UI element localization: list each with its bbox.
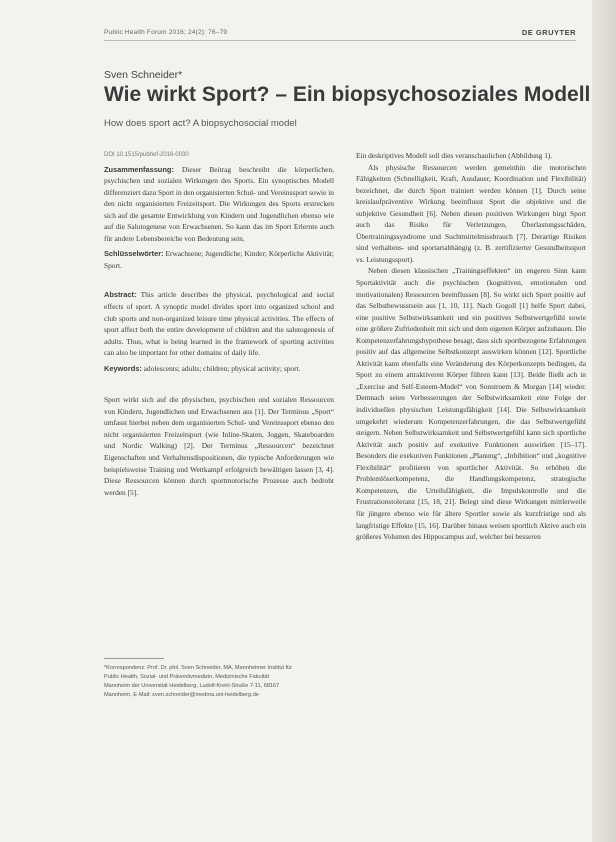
left-column <box>104 150 334 498</box>
keywords-text: adolescents; adults; children; physical activity; sport. <box>143 363 301 373</box>
footnote-rule <box>104 658 164 659</box>
body-paragraph-3: Neben diesen klassischen „Trainingseffekten“ im engeren Sinn kann Sportaktivität auch die psychischen (kognitiven, emotionalen und motivationalen) Ressourcen beeinflussen [8]. So wirkt sich Sport positiv auf das Selbstbewusstsein aus [1, 10, 11]. Nach Gogoll [1] helfe Sport dabei, eine positive Selbstwirksamkeit und ein positives Selbstwertgefühl sowie eine größere Zufriedenheit mit sich und dem eigenen Körper aufzubauen. Die Kompetenzerfahrungshypothese besagt, dass sich sportbezogene Erfahrungen positiv auf das allgemeine Selbstkonzept auswirken können [12]. Sportliche Aktivität kann ebenfalls eine Veränderung des Körperkonzepts bedingen, da Sport zu einem attraktiveren Körper führen kann [13]. Beide fließt ach in „Exercise and Self-Esteem-Model“ von Sonstroem & Morgan [14] wieder. Demnach seien Verbesserungen der Selbstwirksamkeit eine Folge der individuellen physischen Leistungsfähigkeit [14]. Die Selbstwirksamkeit umgekehrt wiederum Kompetenzerfahrungen, die das Selbstwertgefühl steigern. Neben Selbstwirksamkeit und Selbstwertgefühl kann sich sportliche Aktivität auch positiv auf exekutive Funktionen auswirken [15–17]. Besonders die exekutiven Funktionen „Planung“, „Inhibition“ und „kognitive Flexibilität“ profitieren von sportlicher Aktivität. So erhöhen die Problemlöserkompetenz, die Handlungskompetenz, strategische Kompetenzen, die Urteilsfähigkeit, die Impulskontrolle und die Frustrationstoleranz [15, 18, 21]. Belegt sind diese Wirkungen mittlerweile für jüngere ebenso wie für ältere Sportler sowie als kurzfristige und als langfristige Effekte [15, 16]. Darüber hinaus weisen sportlich Aktive auch ein größeres Volumen des Hippocampus auf, welcher bei besseren <box>356 266 586 542</box>
schluesselwoerter <box>104 248 334 271</box>
right-column <box>356 150 586 543</box>
header-rule <box>104 40 576 41</box>
publisher-logo: DE GRUYTER <box>521 28 576 37</box>
article-title: Wie wirkt Sport? – Ein biopsychosoziales Modell <box>104 83 591 106</box>
doi: DOI 10.1515/pubhef-2016-0030 <box>104 152 189 158</box>
body-paragraph-2: Als physische Ressourcen werden gemeinhin die motorischen Fähigkeiten (Schnelligkeit, Kraft, Ausdauer, Koordination und Flexibilität) bezeichnet, die durch Sport trainiert werden können [1]. Durch seine kreislaufpräventive Wirkung beeinflusst Sport die objektive und die subjektive Gesundheit [6]. Neben diesen positiven Wirkungen birgt Sport auch das Risiko für Verletzungen, Überlastungsschäden, Übertrainingssyndrome und Suchtmittelmissbrauch [7]. Derartige Risiken sind verhaltens- und sportartabhängig (z. B. zertifizierter Gesundheitssport vs. Leistungssport). <box>356 162 586 264</box>
article-author: Sven Schneider* <box>104 69 183 81</box>
keywords-label: Keywords: <box>104 363 142 373</box>
zusammenfassung <box>104 164 334 245</box>
article-subtitle: How does sport act? A biopsychosocial model <box>104 118 297 129</box>
body-paragraph-1: Ein deskriptives Modell soll dies veranschaulichen (Abbildung 1). <box>356 151 553 160</box>
journal-citation: Public Health Forum 2016; 24(2): 76–79 <box>104 29 228 36</box>
abstract-label: Abstract: <box>104 290 137 300</box>
body-paragraph-intro: Sport wirkt sich auf die physischen, psychischen und sozialen Ressourcen von Kindern, Jugendlichen und Erwachsenen aus [1]. Der Terminus „Sport“ umfasst hierbei neben dem organisierten Schul- und Vereinssport ebenso den nicht organisierten Freizeitsport (wie Inline-Skaten, Joggen, Skateboarden und Nordic Walking) [2]. Der Terminus „Ressourcen“ bezeichnet Eigenschaften und Verhaltensdispositionen, die typische Anforderungen wie beispielsweise Training und Wettkampf erfolgreich bewältigen lassen [3, 4]. Diese Ressourcen können durch sportmotorische Prozesse auch bedroht werden [5]. <box>104 395 334 497</box>
zusammenfassung-label: Zusammenfassung: <box>104 164 174 174</box>
keywords <box>104 363 334 375</box>
page-edge-shadow <box>592 0 616 842</box>
correspondence-footnote: *Korrespondenz: Prof. Dr. phil. Sven Schneider, MA, Mannheimer Institut für Public Health, Sozial- und Präventivmedizin, Medizinische Fakultät Mannheim der Universität Heidelberg, Ludolf-Krehl-Straße 7-11, 68167 Mannheim, E-Mail: sven.schneider@medma.uni-heidelberg.de <box>104 665 293 699</box>
abstract-text: This article describes the physical, psychological and social effects of sport. A synoptic model divides sport into organized school and club sports and non-organized leisure time physical activities. The effects of sport affect both the entire development of children and the salutogenesis of adults. Thus, what is being learned in the framework of sporting activities can also be important for other domains of daily life. <box>104 290 335 358</box>
running-header <box>104 28 576 37</box>
abstract <box>104 289 334 358</box>
zusammenfassung-text: Dieser Beitrag beschreibt die körperlichen, psychischen und sozialen Wirkungen des Sports. Ein synoptisches Modell differenziert dazu Sport in den organisierten Schul- und Vereinssport sowie in den nicht organisierten Freizeitsport. Die Wirkungen des Sports erstrecken sich auf die gesamte Entwicklung von Kindern und Jugendlichen ebenso wie auf die Salutogenese von Erwachsenen. So kann das im Sport Erlernte auch für andere Lebensbereiche von Bedeutung sein. <box>104 164 334 243</box>
schluesselwoerter-label: Schlüsselwörter: <box>104 249 164 259</box>
schluesselwoerter-text: Erwachsene; Jugendliche; Kinder; Körperliche Aktivität; Sport. <box>104 249 334 270</box>
